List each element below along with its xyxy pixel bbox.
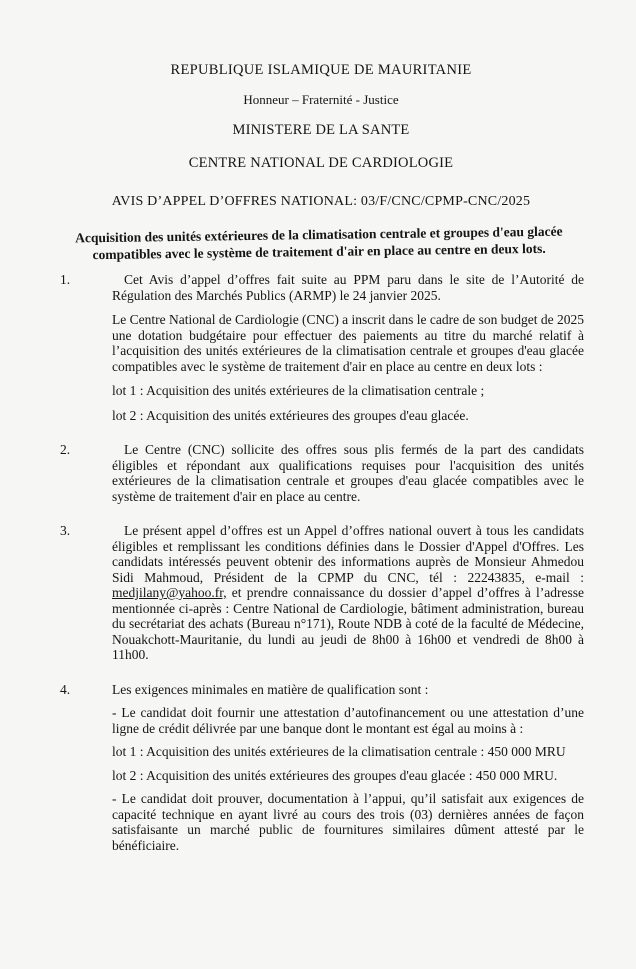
paragraph: - Le candidat doit prouver, documentation à l’appui, qu’il satisfait aux exigences de capacité technique en ayant livré au cours des trois (03) dernières années de façon satisfaisante un marché public de fournitures similaires dûment attesté par le bénéficiaire. (112, 791, 584, 853)
document-header (58, 62, 584, 210)
item-4 (58, 682, 584, 862)
item-3 (58, 523, 584, 672)
country-name: REPUBLIQUE ISLAMIQUE DE MAURITANIE (170, 62, 472, 78)
lot-line: lot 1 : Acquisition des unités extérieures de la climatisation centrale ; (112, 383, 485, 398)
paragraph: - Le candidat doit fournir une attestation d’autofinancement ou une attestation d’une ligne de crédit délivrée par une banque dont le montant est égal au moins à : (112, 705, 584, 736)
item-body (94, 272, 584, 432)
notice-subject: Acquisition des unités extérieures de la climatisation centrale et groupes d'eau glacée compatibles avec le système de traitement d'air en place au centre en deux lots. (75, 223, 563, 263)
lot-line: lot 2 : Acquisition des unités extérieures des groupes d'eau glacée. (112, 407, 469, 423)
item-number: 2. (60, 442, 71, 457)
ministry-name: MINISTERE DE LA SANTE (232, 122, 410, 138)
item-number: 3. (60, 523, 71, 538)
paragraph: Cet Avis d’appel d’offres fait suite au PPM paru dans le site de l’Autorité de Régulation des Marchés Publics (ARMP) le 24 janvier 2025. (112, 272, 584, 303)
notice-title: AVIS D’APPEL D’OFFRES NATIONAL: 03/F/CNC/CPMP-CNC/2025 (111, 194, 531, 209)
paragraph: Le Centre National de Cardiologie (CNC) a inscrit dans le cadre de son budget de 2025 une dotation budgétaire pour effectuer des paiements au titre du marché relatif à l’acquisition des unités extérieures de la climatisation centrale et groupes d'eau glacée compatibles avec le système de traitement d'air en place au centre en deux lots : (112, 312, 584, 374)
item-body (94, 682, 584, 862)
paragraph-text: et prendre connaissance du dossier d’appel d’offres à l’adresse mentionnée ci-après : Centre National de Cardiologie, bâtiment administration, bureau du secrétariat des achats (Bureau n°171), Route NDB à coté de la faculté de Médecine, Nouakchott-Mauritanie, du lundi au jeudi de 8h00 à 16h00 et vendredi de 8h00 à 11h00. (112, 585, 584, 662)
item-2 (58, 442, 584, 513)
item-number: 1. (60, 272, 71, 287)
item-1 (58, 272, 584, 432)
lot-line: lot 1 : Acquisition des unités extérieures de la climatisation centrale : 450 000 MRU (112, 744, 566, 759)
item-body (94, 523, 584, 672)
paragraph: Le Centre (CNC) sollicite des offres sous plis fermés de la part des candidats éligibles et répondant aux qualifications requises pour l'acquisition des unités extérieures de la climatisation centrale et groupes d'eau glacée compatibles avec le système de traitement d'air en place au centre. (112, 442, 584, 504)
numbered-items (58, 272, 584, 861)
item-body (94, 442, 584, 513)
paragraph-text: Le présent appel d’offres est un Appel d’offres national ouvert à tous les candidats éligibles et remplissant les conditions définies dans le Dossier d'Appel d'Offres. Les candidats intéressés peuvent obtenir des informations auprès de Monsieur Ahmedou Sidi Mahmoud, Président de la CPMP du CNC, tél : 22243835, e-mail : (112, 523, 584, 585)
lot-line: lot 2 : Acquisition des unités extérieures des groupes d'eau glacée : 450 000 MRU. (112, 767, 558, 783)
email-link[interactable]: medjilany@yahoo.fr, (112, 585, 227, 600)
center-name: CENTRE NATIONAL DE CARDIOLOGIE (188, 155, 454, 171)
paragraph (112, 523, 584, 663)
item-number: 4. (60, 681, 71, 697)
paragraph: Les exigences minimales en matière de qualification sont : (112, 681, 429, 697)
national-motto: Honneur – Fraternité - Justice (243, 92, 399, 107)
